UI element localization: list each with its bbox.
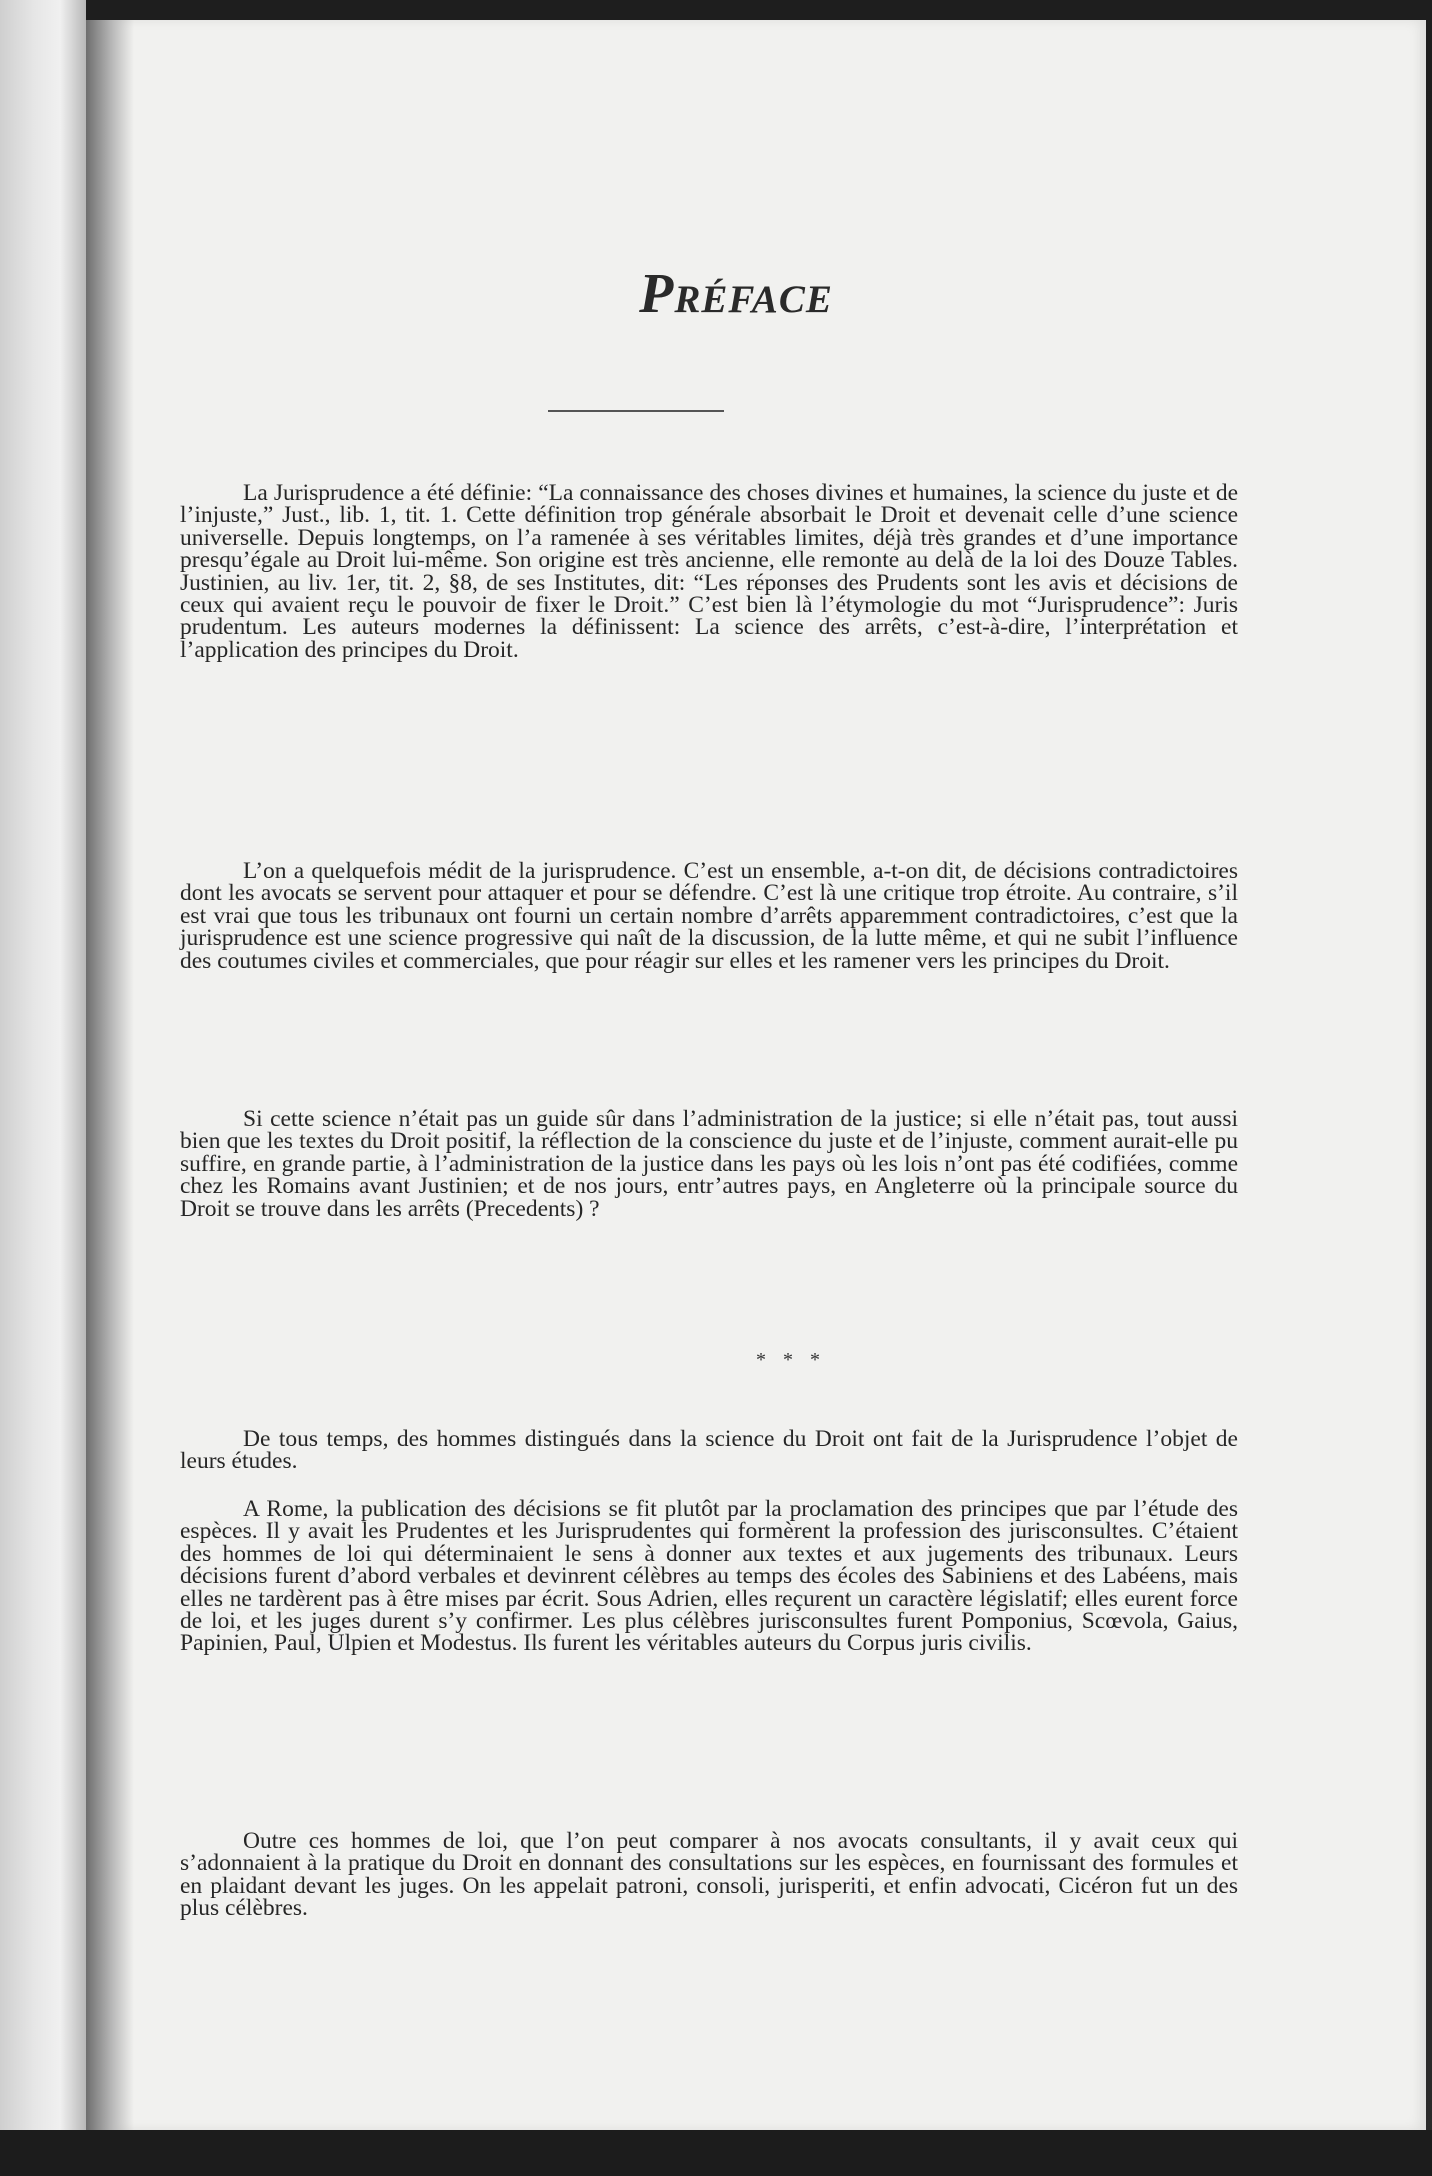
bottom-edge: [0, 2130, 1432, 2176]
paragraph-2: [180, 860, 1238, 972]
paragraph-text: Outre ces hommes de loi, que l’on peut comparer à nos avocats consultants, il y avait ceux qui s’adonnaient à la pratique du Droit en donnant des consultations sur les espèces, en fournissant des formules et en plaidant devant les juges. On les appelait patroni, consoli, jurisperiti, et enfin advocati, Cicéron fut un des plus célèbres.: [180, 1828, 1238, 1922]
paragraph-3: [180, 1108, 1238, 1220]
paragraph-text: Si cette science n’était pas un guide sûr dans l’administration de la justice; si elle n’était pas, tout aussi bien que les textes du Droit positif, la réflection de la conscience du juste et de l’injuste, comment aurait-elle pu suffire, en grande partie, à l’administration de la justice dans les pays où les lois n’ont pas été codifiées, comme chez les Romains avant Justinien; et de nos jours, entr’autres pays, en Angleterre où la principale source du Droit se trouve dans les arrêts (Precedents) ?: [180, 1106, 1238, 1222]
paragraph-1: [180, 482, 1238, 661]
page-title: Préface: [639, 263, 833, 325]
page-sheet: [86, 20, 1426, 2130]
title-rule: [548, 410, 724, 412]
paragraph-text: A Rome, la publication des décisions se fit plutôt par la proclamation des principes que par l’étude des espèces. Il y avait les Prudentes et les Jurisprudentes qui formèrent la profession des jurisconsultes. C’étaient des hommes de loi qui déterminaient le sens à donner aux textes et aux jugements des tribunaux. Leurs décisions furent d’abord verbales et devinrent célèbres au temps des écoles des Sabiniens et des Labéens, mais elles ne tardèrent pas à être mises par écrit. Sous Adrien, elles reçurent un caractère législatif; elles eurent force de loi, et les juges durent s’y confirmer. Les plus célèbres jurisconsultes furent Pomponius, Scœvola, Gaius, Papinien, Paul, Ulpien et Modestus. Ils furent les véritables auteurs du Corpus juris civilis.: [180, 1496, 1238, 1657]
gutter-shadow: [86, 20, 134, 2130]
paragraph-4: [180, 1428, 1238, 1473]
paragraph-text: La Jurisprudence a été définie: “La connaissance des choses divines et humaines, la science du juste et de l’injuste,” Just., lib. 1, tit. 1. Cette définition trop générale absorbait le Droit et devenait celle d’une science universelle. Depuis longtemps, on l’a ramenée à ses véritables limites, déjà très grandes et d’une importance presqu’égale au Droit lui-même. Son origine est très ancienne, elle remonte au delà de la loi des Douze Tables. Justinien, au liv. 1er, tit. 2, §8, de ses Institutes, dit: “Les réponses des Prudents sont les avis et décisions de ceux qui avaient reçu le pouvoir de fixer le Droit.” C’est bien là l’étymologie du mot “Jurisprudence”: Juris prudentum. Les auteurs modernes la définissent: La science des arrêts, c’est-à-dire, l’interprétation et l’application des principes du Droit.: [180, 480, 1238, 663]
paragraph-5: [180, 1498, 1238, 1655]
section-separator: * * *: [756, 1349, 826, 1371]
paragraph-text: L’on a quelquefois médit de la jurisprudence. C’est un ensemble, a-t-on dit, de décisions contradictoires dont les avocats se servent pour attaquer et pour se défendre. C’est là une critique trop étroite. Au contraire, s’il est vrai que tous les tribunaux ont fourni un certain nombre d’arrêts apparemment contradictoires, c’est que la jurisprudence est une science progressive qui naît de la discussion, de la lutte même, et qui ne subit l’influence des coutumes civiles et commerciales, que pour réagir sur elles et les ramener vers les principes du Droit.: [180, 858, 1238, 974]
paragraph-text: De tous temps, des hommes distingués dans la science du Droit ont fait de la Jurisprudence l’objet de leurs études.: [180, 1426, 1238, 1475]
paragraph-6: [180, 1830, 1238, 1920]
left-page-edge: [0, 0, 86, 2176]
